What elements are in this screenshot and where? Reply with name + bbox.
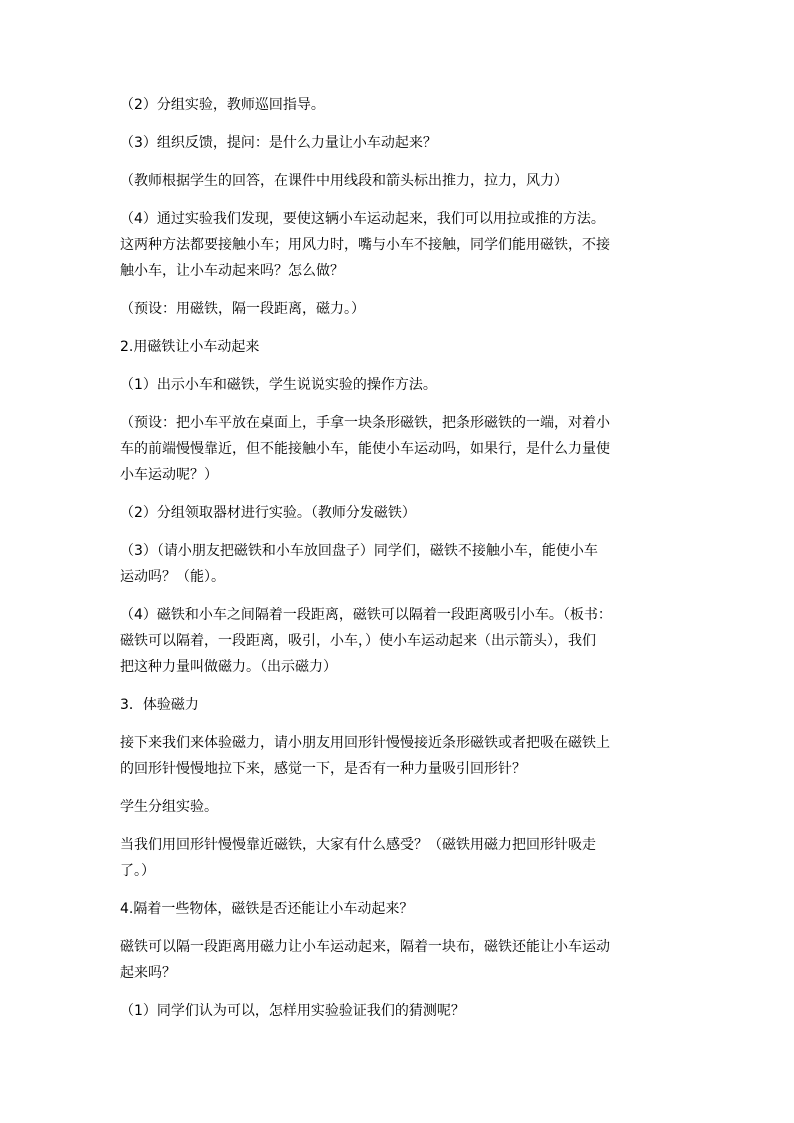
text-line: （4）磁铁和小车之间隔着一段距离，磁铁可以隔着一段距离吸引小车。（板书： <box>120 607 612 623</box>
text-line: 小车运动呢？） <box>120 467 218 483</box>
paragraph <box>120 206 680 284</box>
paragraph <box>120 92 680 118</box>
text-line: 2.用磁铁让小车动起来 <box>120 339 260 355</box>
document-page <box>120 92 680 1036</box>
paragraph <box>120 692 680 718</box>
text-line: 运动吗？（能）。 <box>120 569 225 585</box>
paragraph <box>120 832 680 884</box>
text-line: 学生分组实验。 <box>120 799 218 815</box>
paragraph <box>120 730 680 782</box>
text-line: 把这种力量叫做磁力。（出示磁力） <box>120 659 337 675</box>
text-line: 的回形针慢慢地拉下来，感觉一下，是否有一种力量吸引回形针？ <box>120 761 526 777</box>
text-line: （预设：用磁铁，隔一段距离，磁力。） <box>120 301 365 317</box>
paragraph <box>120 372 680 398</box>
paragraph <box>120 998 680 1024</box>
paragraph <box>120 934 680 986</box>
text-line: 接下来我们来体验磁力，请小朋友用回形针慢慢接近条形磁铁或者把吸在磁铁上 <box>120 735 610 751</box>
text-line: （3）（请小朋友把磁铁和小车放回盘子）同学们，磁铁不接触小车，能使小车 <box>120 543 598 559</box>
text-line: 当我们用回形针慢慢靠近磁铁，大家有什么感受？（磁铁用磁力把回形针吸走 <box>120 837 596 853</box>
text-line: 磁铁可以隔一段距离用磁力让小车运动起来，隔着一块布，磁铁还能让小车运动 <box>120 939 610 955</box>
paragraph <box>120 500 680 526</box>
text-line: （1）同学们认为可以，怎样用实验验证我们的猜测呢？ <box>120 1003 465 1019</box>
text-line: 起来吗？ <box>120 965 176 981</box>
text-line: 车的前端慢慢靠近，但不能接触小车，能使小车运动吗，如果行，是什么力量使 <box>120 441 610 457</box>
paragraph <box>120 410 680 488</box>
text-line: （1）出示小车和磁铁，学生说说实验的操作方法。 <box>120 377 437 393</box>
paragraph <box>120 334 680 360</box>
text-line: （2）分组领取器材进行实验。（教师分发磁铁） <box>120 505 416 521</box>
text-line: （预设：把小车平放在桌面上，手拿一块条形磁铁，把条形磁铁的一端，对着小 <box>120 415 610 431</box>
paragraph <box>120 794 680 820</box>
text-line: 这两种方法都要接触小车；用风力时，嘴与小车不接触，同学们能用磁铁，不接 <box>120 237 610 253</box>
text-line: 了。） <box>120 863 155 879</box>
text-line: 触小车，让小车动起来吗？怎么做？ <box>120 263 344 279</box>
paragraph <box>120 896 680 922</box>
text-line: 4.隔着一些物体，磁铁是否还能让小车动起来？ <box>120 901 414 917</box>
text-line: （3）组织反馈，提问：是什么力量让小车动起来？ <box>120 135 437 151</box>
paragraph <box>120 602 680 680</box>
text-line: （2）分组实验，教师巡回指导。 <box>120 97 325 113</box>
text-line: （4）通过实验我们发现，要使这辆小车运动起来，我们可以用拉或推的方法。 <box>120 211 605 227</box>
paragraph <box>120 296 680 322</box>
paragraph <box>120 168 680 194</box>
paragraph <box>120 538 680 590</box>
text-line: 3．体验磁力 <box>120 697 199 713</box>
text-line: （教师根据学生的回答，在课件中用线段和箭头标出推力，拉力，风力） <box>120 173 568 189</box>
paragraph <box>120 130 680 156</box>
text-line: 磁铁可以隔着，一段距离，吸引，小车，）使小车运动起来（出示箭头），我们 <box>120 633 596 649</box>
